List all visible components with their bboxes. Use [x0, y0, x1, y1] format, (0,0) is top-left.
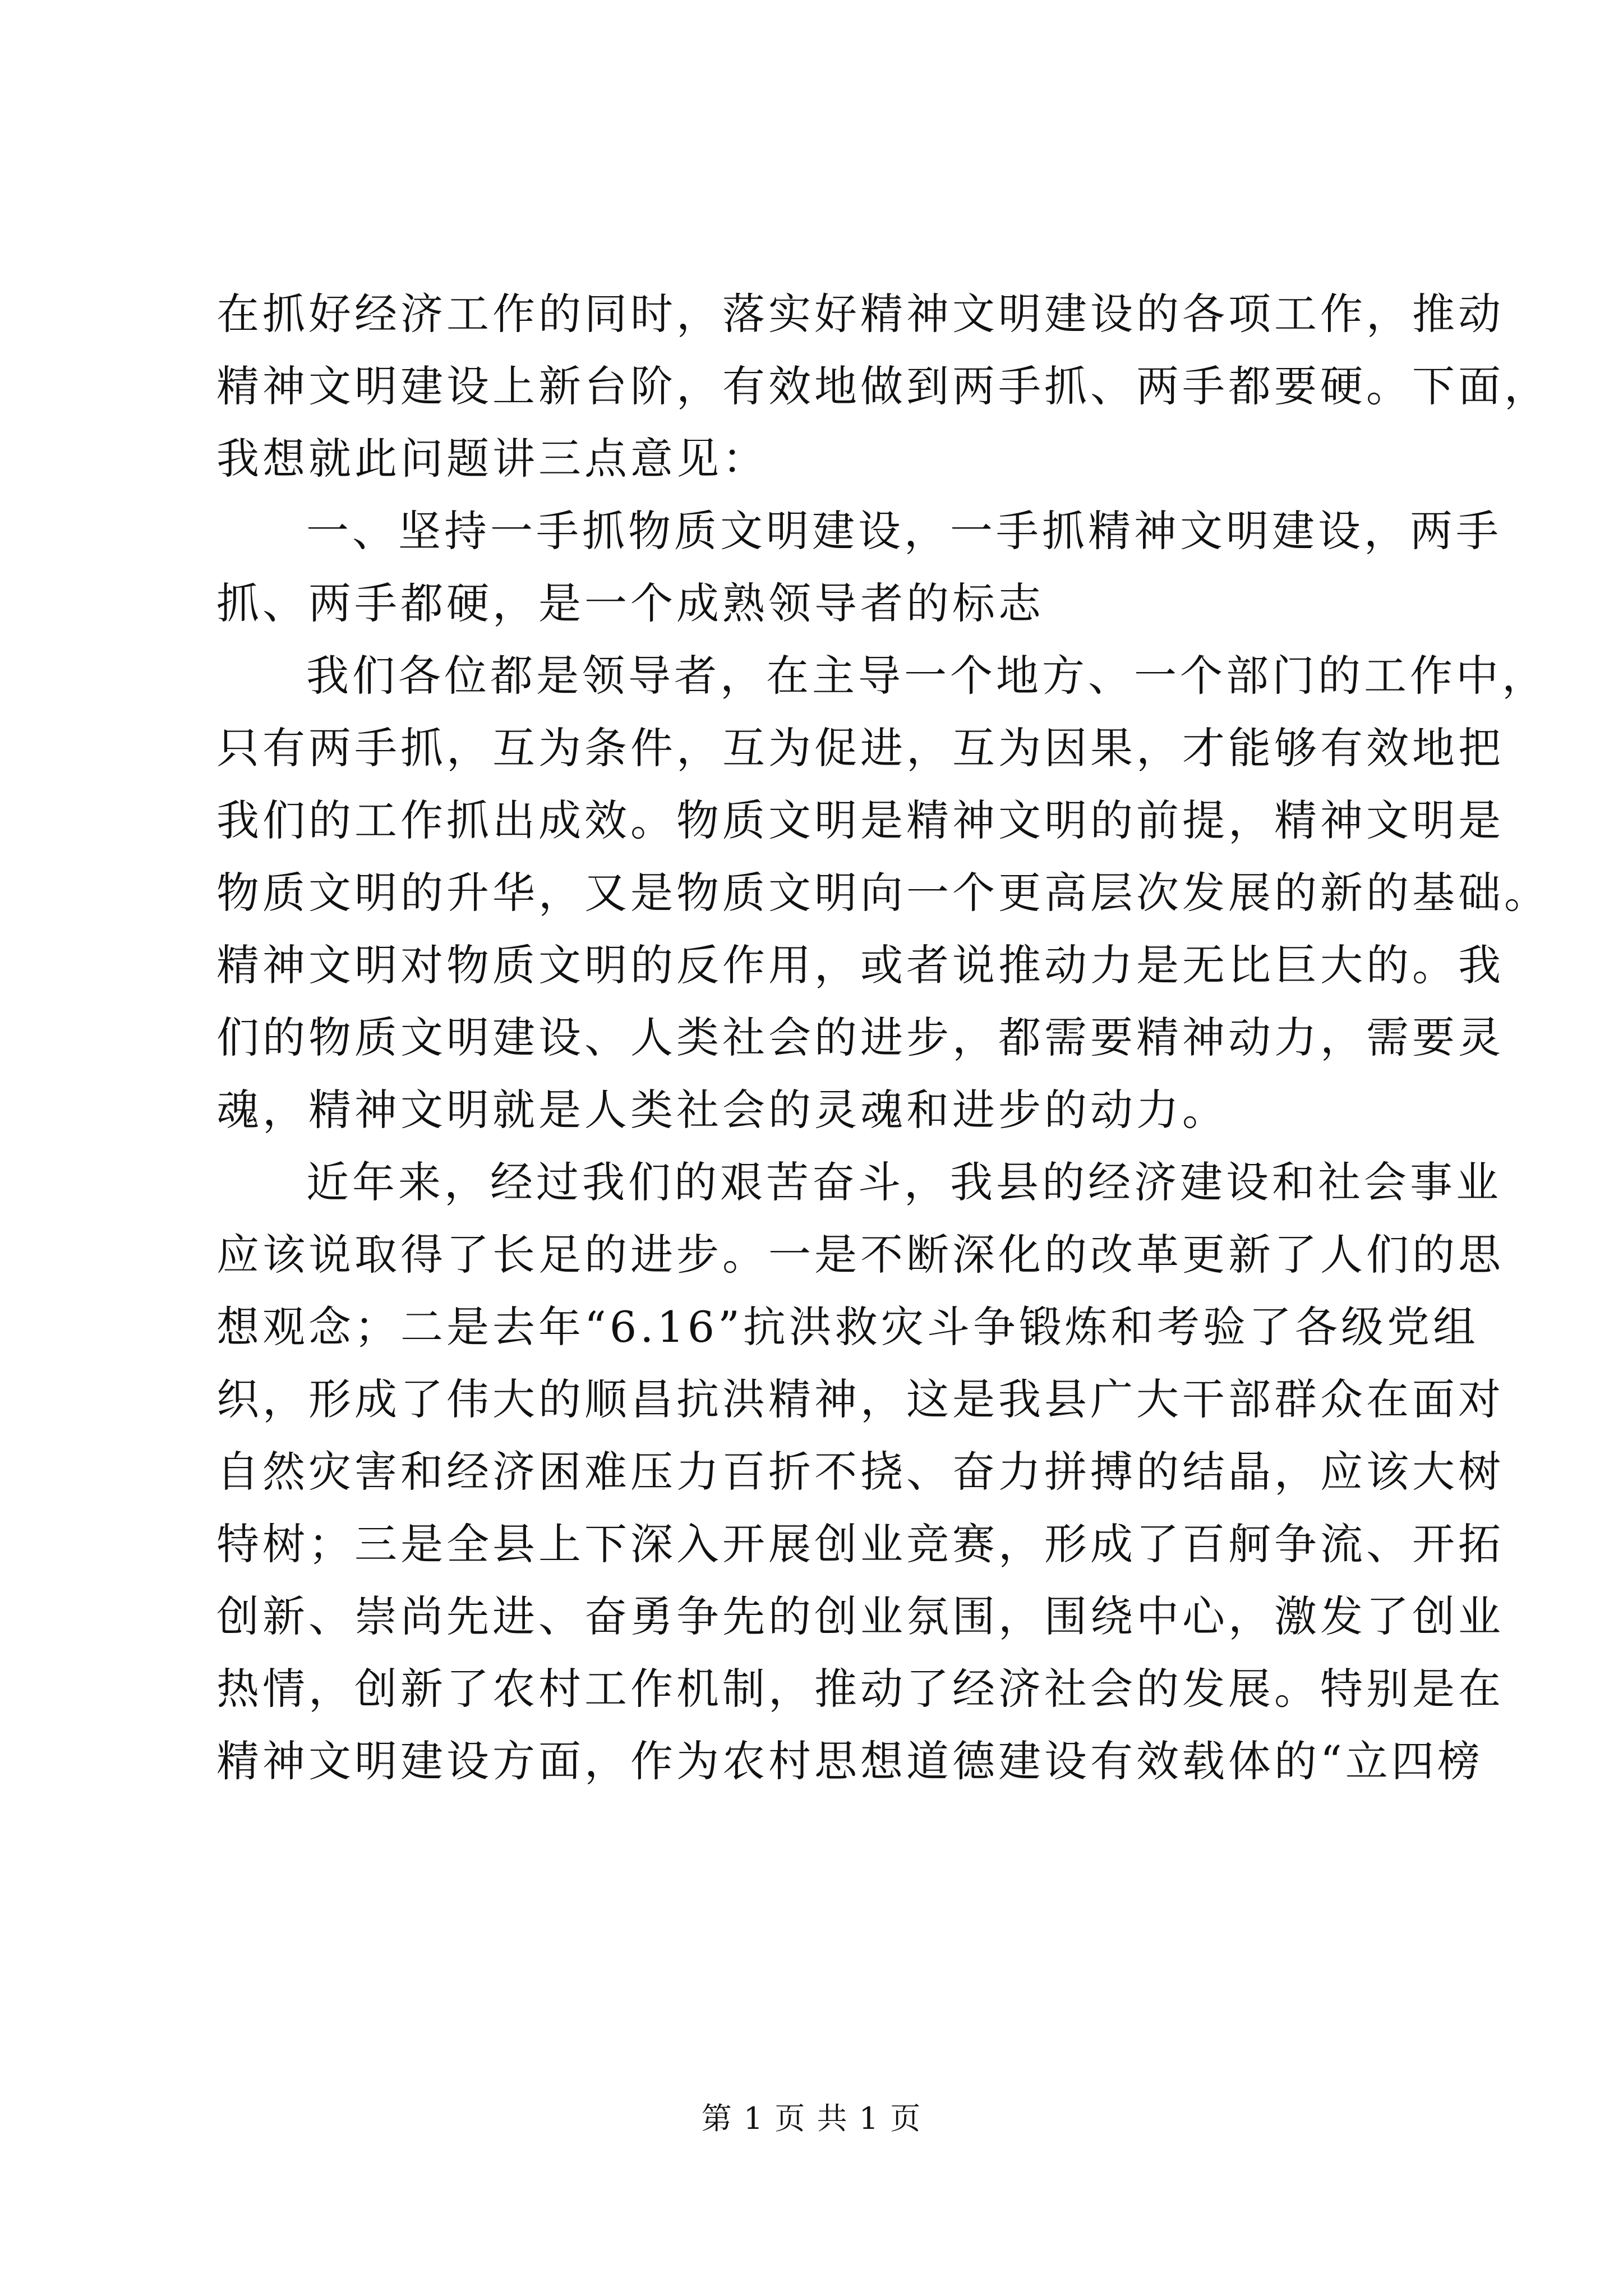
text-line: 抓、两手都硬，是一个成熟领导者的标志 — [216, 578, 1044, 628]
text-line: 们的物质文明建设、人类社会的进步，都需要精神动力，需要灵 — [216, 1013, 1504, 1062]
text-line: 特树；三是全县上下深入开展创业竞赛，形成了百舸争流、开拓 — [216, 1519, 1504, 1569]
text-line: 近年来，经过我们的艰苦奋斗，我县的经济建设和社会事业 — [306, 1157, 1502, 1207]
text-line: 在抓好经济工作的同时，落实好精神文明建设的各项工作，推动 — [216, 289, 1504, 339]
text-line: 精神文明建设上新台阶，有效地做到两手抓、两手都要硬。下面， — [216, 361, 1550, 411]
text-line: 物质文明的升华，又是物质文明向一个更高层次发展的新的基础。 — [216, 868, 1550, 918]
page-footer: 第 1 页 共 1 页 — [701, 2101, 922, 2136]
text-line: 织，形成了伟大的顺昌抗洪精神，这是我县广大干部群众在面对 — [216, 1374, 1504, 1424]
text-line: 只有两手抓，互为条件，互为促进，互为因果，才能够有效地把 — [216, 723, 1504, 773]
text-line: 精神文明建设方面，作为农村思想道德建设有效载体的“立四榜 — [216, 1736, 1483, 1786]
text-line: 想观念；二是去年“6.16”抗洪救灾斗争锻炼和考验了各级党组 — [216, 1302, 1479, 1352]
text-line: 精神文明对物质文明的反作用，或者说推动力是无比巨大的。我 — [216, 940, 1504, 990]
text-line: 魂，精神文明就是人类社会的灵魂和进步的动力。 — [216, 1085, 1228, 1135]
text-line: 应该说取得了长足的进步。一是不断深化的改革更新了人们的思 — [216, 1230, 1504, 1280]
text-line: 热情，创新了农村工作机制，推动了经济社会的发展。特别是在 — [216, 1664, 1504, 1714]
document-body — [216, 278, 1550, 1797]
text-line: 我们各位都是领导者，在主导一个地方、一个部门的工作中， — [306, 651, 1548, 701]
text-line: 一、坚持一手抓物质文明建设，一手抓精神文明建设，两手 — [306, 506, 1502, 556]
text-line: 创新、崇尚先进、奋勇争先的创业氛围，围绕中心，激发了创业 — [216, 1591, 1504, 1641]
text-line: 我想就此问题讲三点意见： — [216, 434, 768, 484]
text-line: 我们的工作抓出成效。物质文明是精神文明的前提，精神文明是 — [216, 795, 1504, 845]
text-line: 自然灾害和经济困难压力百折不挠、奋力拼搏的结晶，应该大树 — [216, 1447, 1504, 1497]
